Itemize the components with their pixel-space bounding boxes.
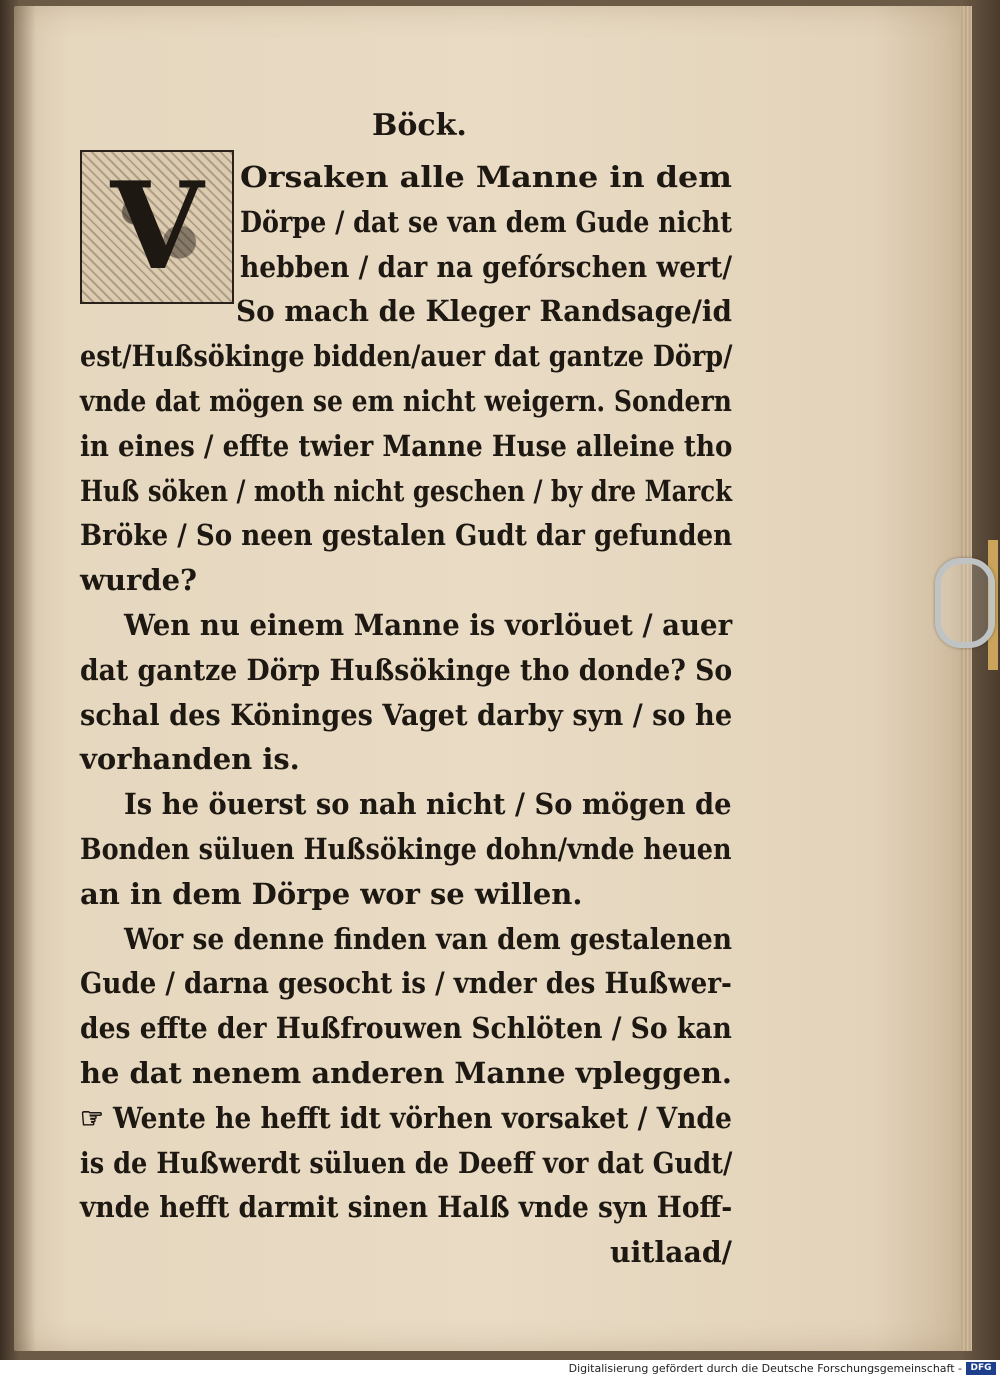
- text-line: Wor se denne finden van dem gestalenen: [124, 921, 732, 956]
- text-line: Bonden süluen Hußsökinge dohn/vnde heuen: [80, 832, 732, 866]
- running-head: Böck.: [372, 108, 467, 143]
- text-line: Wen nu einem Manne is vorlöuet / auer: [124, 608, 733, 642]
- text-line: Huß söken / moth nicht geschen / by dre Marck: [80, 473, 732, 508]
- page-edges: [960, 6, 972, 1351]
- binding-gutter: [14, 6, 36, 1351]
- text-line: est/Hußsökinge bidden/auer dat gantze Dörp/: [80, 339, 733, 374]
- text-line: So mach de Kleger Randsage/id: [236, 294, 732, 329]
- decorated-initial: [80, 150, 234, 304]
- text-line: schal des Köninges Vaget darby syn / so he: [80, 697, 733, 732]
- text-line: is de Hußwerdt süluen de Deeff vor dat Gudt/: [80, 1145, 733, 1180]
- book-clasp: [935, 558, 995, 648]
- text-line: vnde dat mögen se em nicht weigern. Sondern: [80, 384, 732, 418]
- initial-letter: V: [110, 156, 204, 297]
- text-line: Bröke / So neen gestalen Gudt dar gefunden: [80, 518, 733, 553]
- text-line: in eines / effte twier Manne Huse alleine tho: [80, 428, 733, 463]
- text-line: he dat nenem anderen Manne vpleggen.: [80, 1056, 732, 1090]
- dfg-logo: DFG: [966, 1362, 996, 1375]
- text-line: Gude / darna gesocht is / vnder des Hußwer-: [80, 966, 732, 1001]
- text-line: vorhanden is.: [80, 742, 300, 777]
- digitization-credit: Digitalisierung gefördert durch die Deutsche Forschungsgemeinschaft -: [568, 1362, 962, 1375]
- text-line: dat gantze Dörp Hußsökinge tho donde? So: [80, 652, 733, 687]
- text-line: Dörpe / dat se van dem Gude nicht: [240, 204, 732, 239]
- text-line: des effte der Hußfrouwen Schlöten / So kan: [80, 1011, 732, 1046]
- text-line: Orsaken alle Manne in dem: [240, 160, 732, 194]
- text-line: wurde?: [80, 563, 198, 598]
- text-line: an in dem Dörpe wor se willen.: [80, 876, 583, 911]
- text-line: hebben / dar na gefórschen wert/: [240, 249, 733, 284]
- text-line: Is he öuerst so nah nicht / So mögen de: [124, 787, 732, 822]
- text-line: uitlaad/: [610, 1235, 732, 1270]
- text-line: ☞ Wente he hefft idt vörhen vorsaket / Vnde: [80, 1100, 732, 1135]
- text-line: vnde hefft darmit sinen Halß vnde syn Hoff-: [80, 1190, 733, 1225]
